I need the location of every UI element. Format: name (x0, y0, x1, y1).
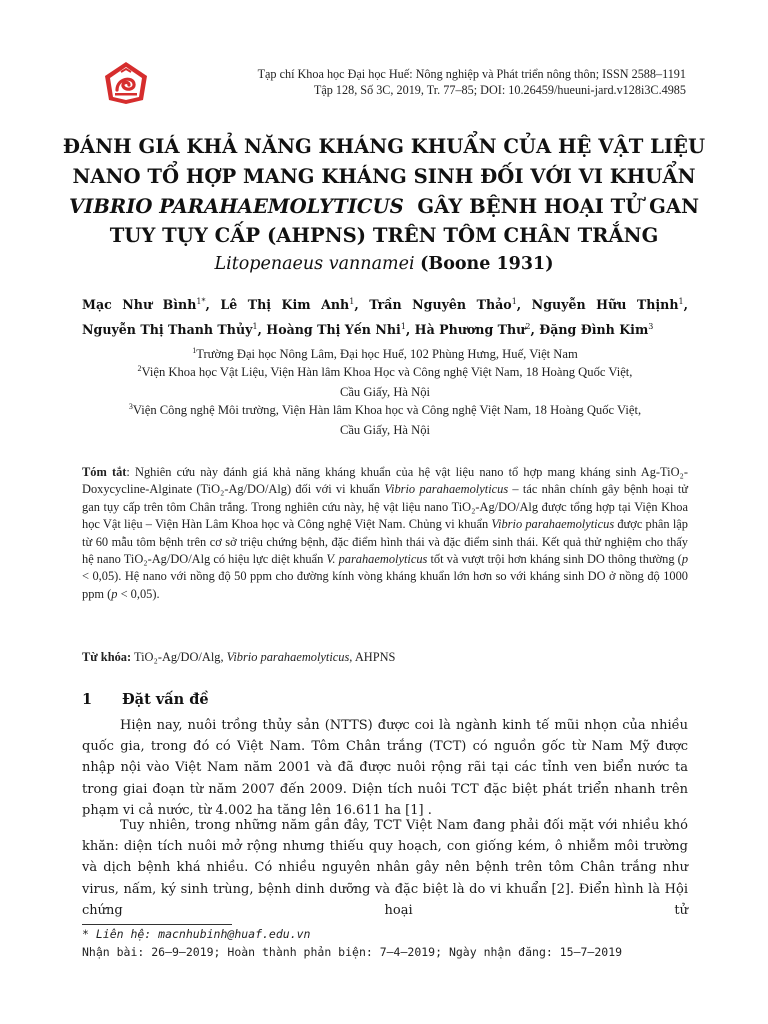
abstract-species: V. parahaemolyticus (326, 552, 428, 567)
abstract-species: Vibrio parahaemolyticus (384, 482, 509, 497)
title-line-4: TUY TỤY CẤP (AHPNS) TRÊN TÔM CHÂN TRẮNG (109, 224, 659, 248)
species-name: Litopenaeus vannamei (214, 254, 415, 274)
abstract-text: – tác nhân chính gây bệnh hoại tử gan tụy cấp trên tôm Chân trắng. Trong nghiên cứu này, hệ vật liệu nano TiO₂-Ag/DO/Alg được tổng hợp tại Viện Khoa học Vật liệu – Viện Hàn Lâm Khoa học và Công nghệ Việt Nam. Chủng vi khuẩn (82, 482, 688, 532)
keywords (82, 649, 688, 666)
author-list (82, 292, 688, 342)
title-line-1: ĐÁNH GIÁ KHẢ NĂNG KHÁNG KHUẨN CỦA HỆ VẬT LIỆU (62, 135, 706, 158)
abstract-species: Vibrio parahaemolyticus (491, 517, 615, 532)
keywords-text: TiO₂-Ag/DO/Alg, (131, 650, 227, 664)
body-paragraph-1: Hiện nay, nuôi trồng thủy sản (NTTS) được coi là ngành kinh tế mũi nhọn của nhiều quốc gia, trong đó có Việt Nam. Tôm Chân trắng (TCT) có nguồn gốc từ Nam Mỹ được nhập nội vào Việt Nam năm 2001 và đã được nuôi rộng rãi tại các tỉnh ven biển nước ta trong giai đoạn từ năm 2007 đến 2009. Diện tích nuôi TCT đặc biệt phát triển nhanh trên phạm vi cả nước, từ 4.002 ha tăng lên 16.611 ha [1] . (82, 718, 688, 818)
species-authority: (Boone 1931) (420, 254, 554, 274)
affiliation-2-number: 2 (137, 363, 142, 373)
keywords-text: AHPNS (352, 650, 396, 664)
footnote-dates: Nhận bài: 26–9–2019; Hoàn thành phản biện: 7–4–2019; Ngày nhận đăng: 15–7–2019 (82, 945, 623, 959)
author-name: , Đặng Đình Kim (530, 322, 649, 337)
author-name: , (683, 297, 688, 312)
keywords-species: Vibrio parahaemolyticus, (226, 650, 353, 664)
affiliation-3-text: Viện Công nghệ Môi trường, Viện Hàn lâm Khoa học và Công nghệ Việt Nam, 18 Hoàng Quốc Việt, (132, 403, 642, 417)
abstract-text: tốt và vượt trội hơn kháng sinh DO thông thường ( (427, 552, 682, 567)
author-line-1 (82, 292, 688, 317)
title-line-2: NANO TỔ HỢP MANG KHÁNG SINH ĐỐI VỚI VI KHUẨN (72, 164, 696, 188)
title-species-line (60, 251, 708, 277)
university-logo-icon (103, 60, 149, 106)
affiliation-3-text-cont: Cầu Giấy, Hà Nội (339, 423, 431, 437)
affiliation-1 (82, 344, 688, 364)
author-affiliation-number: 1 (349, 296, 355, 306)
author-name: Mạc Như Bình (82, 297, 197, 312)
abstract-text: < 0,05). (117, 586, 160, 601)
abstract-p-value: p (111, 586, 118, 601)
author-affiliation-number: 1* (196, 296, 206, 306)
body-paragraph-2: Tuy nhiên, trong những năm gần đây, TCT Việt Nam đang phải đối mặt với nhiều khó khăn: diện tích nuôi mở rộng nhưng thiếu quy hoạch, con giống kém, ô nhiễm môi trường và dịch bệnh khá nhiều. Có nhiều nguyên nhân gây nên bệnh trên tôm Chân trắng như virus, nấm, ký sinh trùng, bệnh dinh dưỡng và đặc biệt là do vi khuẩn [2]. Điển hình là Hội chứng hoại tử (82, 818, 688, 918)
affiliation-2 (82, 362, 688, 402)
author-affiliation-number: 1 (678, 296, 684, 306)
affiliation-2-text: Viện Khoa học Vật Liệu, Viện Hàn lâm Khoa Học và Công nghệ Việt Nam, 18 Hoàng Quốc Việt, (141, 365, 633, 379)
journal-header (180, 66, 686, 98)
author-name: , Nguyễn Hữu Thịnh (516, 297, 679, 312)
journal-line-1: Tạp chí Khoa học Đại học Huế: Nông nghiệp và Phát triển nông thôn; ISSN 2588–1191 (257, 67, 686, 81)
section-heading (82, 689, 688, 711)
author-name: Nguyễn Thị Thanh Thủy (82, 322, 253, 337)
author-affiliation-number: 1 (511, 296, 517, 306)
footnote (82, 925, 688, 961)
author-affiliation-number: 3 (648, 321, 654, 331)
abstract (82, 464, 688, 603)
title-line-3 (60, 192, 708, 222)
affiliation-3-number: 3 (128, 401, 133, 411)
abstract-text: được phân lập từ 60 mẫu tôm bệnh trên cơ sở triệu chứng bệnh, đặc điểm hình thái và đặc điểm sinh thái. Kết quả thử nghiệm cho thấy hệ nano TiO₂-Ag/DO/Alg có hiệu lực diệt khuẩn (82, 517, 688, 567)
paper-title (60, 132, 708, 251)
author-name: , Trần Nguyên Thảo (354, 297, 512, 312)
author-name: , Lê Thị Kim Anh (205, 297, 350, 312)
author-line-2 (82, 317, 688, 342)
footnote-contact: * Liên hệ: macnhubinh@huaf.edu.vn (82, 927, 311, 941)
author-affiliation-number: 1 (252, 321, 258, 331)
affiliation-2-text-cont: Cầu Giấy, Hà Nội (339, 385, 431, 399)
section-number: 1 (82, 691, 93, 708)
author-name: , Hoàng Thị Yến Nhi (257, 322, 401, 337)
affiliation-1-number: 1 (192, 345, 197, 355)
title-species: VIBRIO PARAHAEMOLYTICUS (68, 194, 404, 218)
abstract-label: Tóm tắt (82, 465, 127, 479)
title-line-3-rest: GÂY BỆNH HOẠI TỬ GAN (403, 194, 700, 218)
affiliation-3 (82, 400, 688, 440)
journal-line-2: Tập 128, Số 3C, 2019, Tr. 77–85; DOI: 10.26459/hueuni-jard.v128i3C.4985 (313, 83, 686, 97)
author-affiliation-number: 1 (400, 321, 406, 331)
keywords-label: Từ khóa: (82, 650, 132, 664)
affiliation-1-text: Trường Đại học Nông Lâm, Đại học Huế, 102 Phùng Hưng, Huế, Việt Nam (196, 347, 578, 361)
author-name: , Hà Phương Thư (405, 322, 526, 337)
abstract-text: : Nghiên cứu này đánh giá khả năng kháng khuẩn của hệ vật liệu nano tổ hợp mang kháng sinh Ag-TiO₂-Doxycycline-Alginate (TiO₂-Ag/DO/Alg) đối với vi khuẩn (82, 465, 688, 497)
abstract-p-value: p (681, 552, 689, 567)
section-title: Đặt vấn đề (122, 691, 209, 708)
author-affiliation-number: 2 (525, 321, 531, 331)
abstract-text: < 0,05). Hệ nano với nồng độ 50 ppm cho đường kính vòng kháng khuẩn lớn hơn so với kháng sinh DO ở nồng độ 1000 ppm ( (82, 569, 688, 601)
